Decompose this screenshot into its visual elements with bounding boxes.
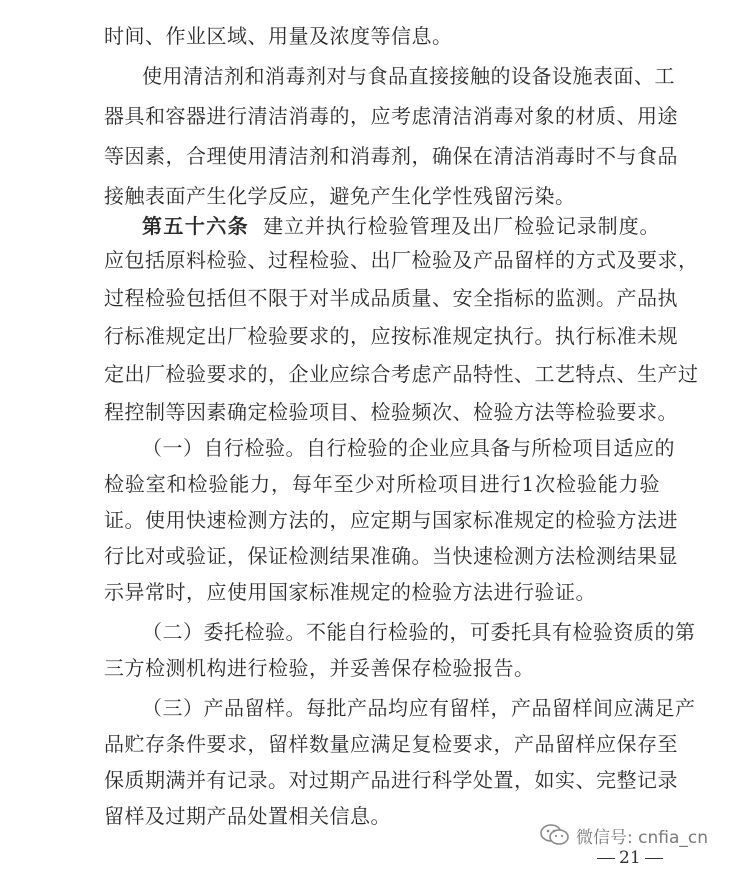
article-heading-line xyxy=(142,208,660,244)
text-line: 检验室和检验能力，每年至少对所检项目进行1次检验能力验 xyxy=(104,472,660,496)
article-heading-text: 建立并执行检验管理及出厂检验记录制度。 xyxy=(263,214,661,238)
text-line: 应包括原料检验、过程检验、出厂检验及产品留样的方式及要求， xyxy=(104,248,699,272)
text-line: （三）产品留样。每批产品均应有留样，产品留样间应满足产 xyxy=(142,696,696,720)
text-line: 等因素，合理使用清洁剂和消毒剂，确保在清洁消毒时不与食品 xyxy=(104,144,678,168)
text-line: 程控制等因素确定检验项目、检验频次、检验方法等检验要求。 xyxy=(104,400,678,424)
text-line: 保质期满并有记录。对过期产品进行科学处置，如实、完整记录 xyxy=(104,768,678,792)
text-line: 品贮存条件要求，留样数量应满足复检要求，产品留样应保存至 xyxy=(104,732,678,756)
text-line: 过程检验包括但不限于对半成品质量、安全指标的监测。产品执 xyxy=(104,286,678,310)
watermark-text: 微信号: cnfia_cn xyxy=(576,827,708,848)
text-line: 证。使用快速检测方法的，应定期与国家标准规定的检验方法进 xyxy=(104,508,678,532)
text-line: 留样及过期产品处置相关信息。 xyxy=(104,804,391,828)
page-number xyxy=(593,846,667,870)
wechat-icon xyxy=(540,823,570,847)
text-line: 接触表面产生化学反应，避免产生化学性残留污染。 xyxy=(104,184,576,208)
page-number-dash-right xyxy=(645,858,663,859)
text-line: 使用清洁剂和消毒剂对与食品直接接触的设备设施表面、工 xyxy=(142,64,675,88)
text-line: （二）委托检验。不能自行检验的，可委托具有检验资质的第 xyxy=(142,620,696,644)
page-number-dash-left xyxy=(597,858,615,859)
text-line: 三方检测机构进行检验，并妥善保存检验报告。 xyxy=(104,656,535,680)
text-line: 时间、作业区域、用量及浓度等信息。 xyxy=(104,24,453,48)
text-line: 示异常时，应使用国家标准规定的检验方法进行验证。 xyxy=(104,580,596,604)
article-title: 第五十六条 xyxy=(142,214,250,238)
page-number-value: 21 xyxy=(619,848,641,868)
text-line: 行比对或验证，保证检测结果准确。当快速检测方法检测结果显 xyxy=(104,544,678,568)
text-line: 行标准规定出厂检验要求的，应按标准规定执行。执行标准未规 xyxy=(104,324,678,348)
text-line: （一）自行检验。自行检验的企业应具备与所检项目适应的 xyxy=(142,436,675,460)
text-line: 定出厂检验要求的，企业应综合考虑产品特性、工艺特点、生产过 xyxy=(104,362,699,386)
text-line: 器具和容器进行清洁消毒的，应考虑清洁消毒对象的材质、用途 xyxy=(104,104,678,128)
